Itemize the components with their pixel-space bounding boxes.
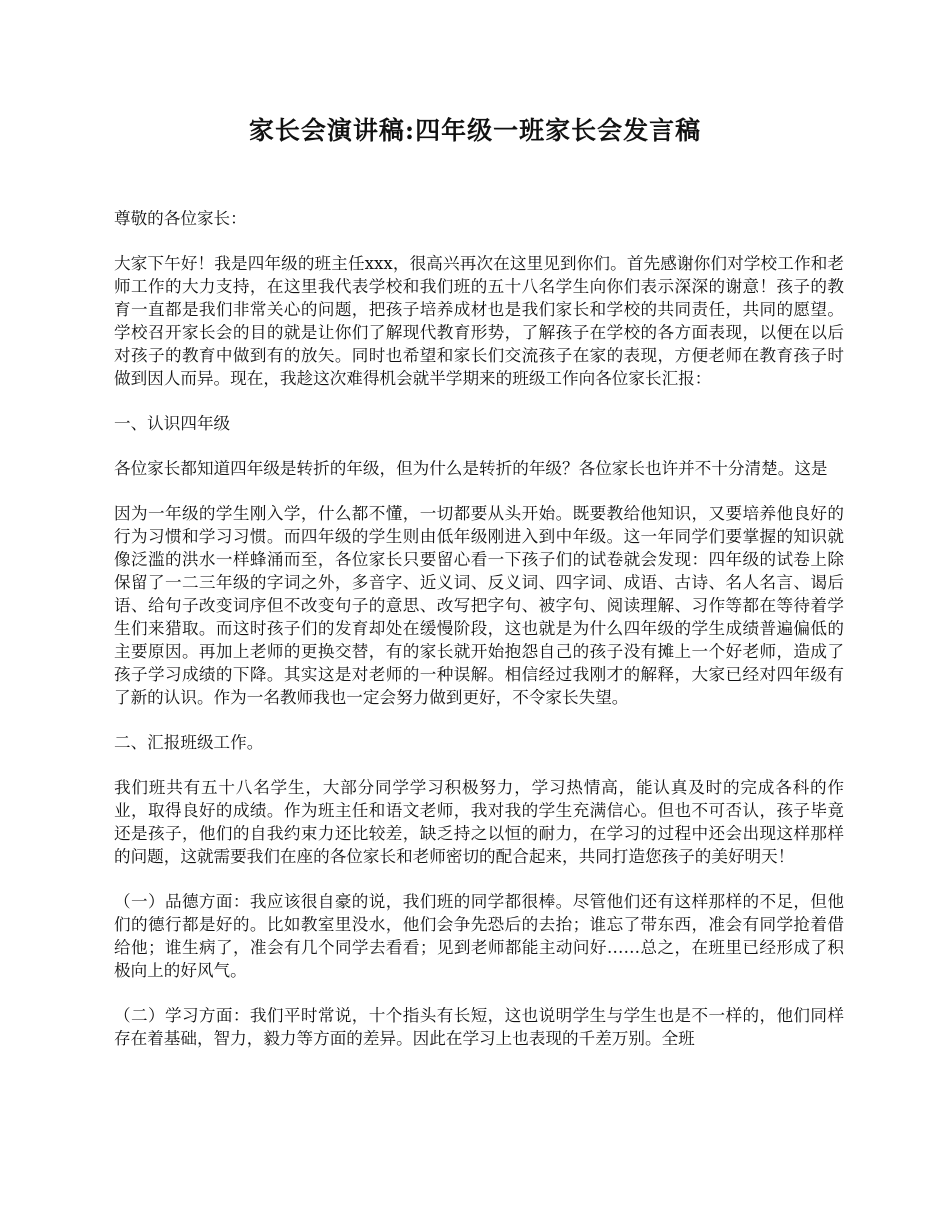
paragraph: 我们班共有五十八名学生，大部分同学学习积极努力，学习热情高，能认真及时的完成各科的作业，取得良好的成绩。作为班主任和语文老师，我对我的学生充满信心。但也不可否认，孩子毕竟还是孩子，他们的自我约束力还比较差，缺乏持之以恒的耐力，在学习的过程中还会出现这样那样的问题，这就需要我们在座的各位家长和老师密切的配合起来，共同打造您孩子的美好明天！	[114, 778, 844, 866]
section-heading-1: 一、认识四年级	[114, 414, 231, 433]
section-heading-2: 二、汇报班级工作。	[114, 733, 264, 752]
paragraph: 各位家长都知道四年级是转折的年级，但为什么是转折的年级？各位家长也许并不十分清楚。这是	[114, 459, 828, 478]
paragraph: （二）学习方面：我们平时常说，十个指头有长短，这也说明学生与学生也是不一样的，他们同样存在着基础，智力，毅力等方面的差异。因此在学习上也表现的千差万别。全班	[114, 1006, 844, 1048]
paragraph: 因为一年级的学生刚入学，什么都不懂，一切都要从头开始。既要教给他知识，又要培养他良好的行为习惯和学习习惯。而四年级的学生则由低年级刚进入到中年级。这一年同学们要掌握的知识就像泛滥的洪水一样蜂涌而至，各位家长只要留心看一下孩子们的试卷就会发现：四年级的试卷上除保留了一二三年级的字词之外，多音字、近义词、反义词、四字词、成语、古诗、名人名言、谒后语、给句子改变词序但不改变句子的意思、改写把字句、被字句、阅读理解、习作等都在等待着学生们来猎取。而这时孩子们的发育却处在缓慢阶段，这也就是为什么四年级的学生成绩普遍偏低的主要原因。再加上老师的更换交替，有的家长就开始抱怨自己的孩子没有摊上一个好老师，造成了孩子学习成绩的下降。其实这是对老师的一种误解。相信经过我刚才的解释，大家已经对四年级有了新的认识。作为一名教师我也一定会努力做到更好，不令家长失望。	[114, 504, 844, 707]
document-title: 家长会演讲稿:四年级一班家长会发言稿	[248, 116, 702, 145]
paragraph: （一）品德方面：我应该很自豪的说，我们班的同学都很棒。尽管他们还有这样那样的不足，但他们的德行都是好的。比如教室里没水，他们会争先恐后的去抬；谁忘了带东西，准会有同学抢着借给他；谁生病了，准会有几个同学去看看；见到老师都能主动问好……总之，在班里已经形成了积极向上的好风气。	[114, 892, 844, 980]
salutation: 尊敬的各位家长：	[114, 209, 247, 228]
document-body	[114, 207, 844, 1072]
opening-paragraph: 大家下午好！我是四年级的班主任xxx，很高兴再次在这里见到你们。首先感谢你们对学校工作和老师工作的大力支持，在这里我代表学校和我们班的五十八名学生向你们表示深深的谢意！孩子的教育一直都是我们非常关心的问题，把孩子培养成材也是我们家长和学校的共同责任，共同的愿望。学校召开家长会的目的就是让你们了解现代教育形势，了解孩子在学校的各方面表现，以便在以后对孩子的教育中做到有的放矢。同时也希望和家长们交流孩子在家的表现，方便老师在教育孩子时做到因人而异。现在，我趁这次难得机会就半学期来的班级工作向各位家长汇报：	[114, 254, 844, 388]
